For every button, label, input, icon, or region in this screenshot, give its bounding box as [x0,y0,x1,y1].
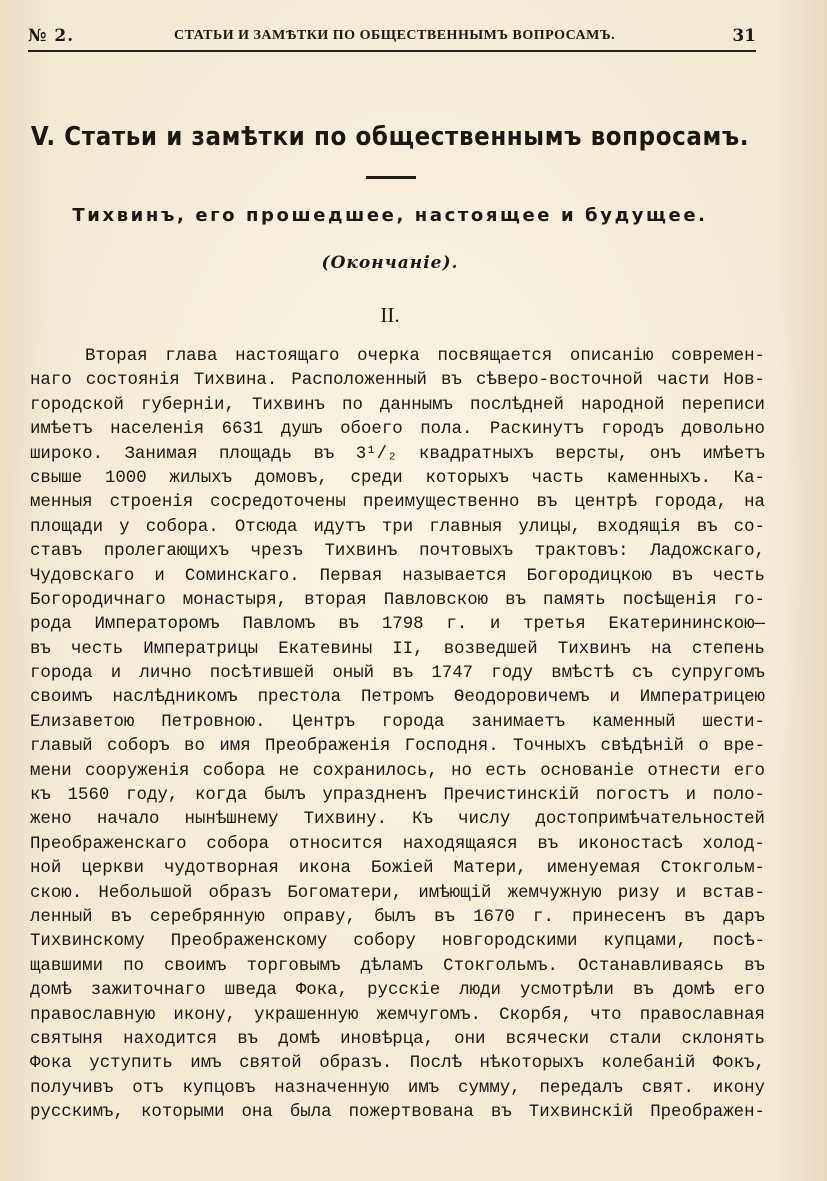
text-line: Елизаветою Петровною. Центръ города занимаетъ каменный шести- [30,712,765,732]
text-line: города и лично посѣтившей оный въ 1747 году вмѣстѣ съ супругомъ [30,664,765,684]
text-line: православную икону, украшенную жемчугомъ. Скорбя, что православная [30,1005,765,1025]
text-line: скою. Небольшой образъ Богоматери, имѣющій жемчужную ризу и встав- [30,883,765,903]
text-line: наго состоянія Тихвина. Расположенный въ сѣверо-восточной части Нов- [30,371,765,391]
text-line: мени сооруженія собора не сохранилось, но есть основаніе отнести его [30,761,765,781]
section-title: V. Статьи и замѣтки по общественнымъ вопросамъ. [30,122,750,152]
text-line: Богородичнаго монастыря, вторая Павловскою въ память посѣщенія го- [30,590,765,610]
text-line: главый соборъ во имя Преображенія Господня. Точныхъ свѣдѣній о вре- [30,737,765,757]
text-line: къ 1560 году, когда былъ упраздненъ Пречистинскій погостъ и поло- [30,786,765,806]
text-line: Преображенскаго собора относится находящаяся въ иконостасѣ холод- [30,834,765,854]
text-line: своимъ наслѣдникомъ престола Петромъ Ѳеодоровичемъ и Императрицею [30,688,765,708]
text-line: свыше 1000 жилыхъ домовъ, среди которыхъ часть каменныхъ. Ка- [30,468,765,488]
text-line: Тихвинскому Преображенскому собору новгородскими купцами, посѣ- [30,932,765,952]
page-number: 31 [732,26,756,46]
text-line: ставъ пролегающихъ чрезъ Тихвинъ почтовыхъ трактовъ: Ладожскаго, [30,542,765,562]
text-line: домѣ зажиточнаго шведа Фока, русскіе люди усмотрѣли въ домѣ его [30,981,765,1001]
running-head [28,24,756,50]
issue-number: № 2. [28,26,75,46]
text-line: широко. Занимая площадь въ 3¹/₂ квадратныхъ версты, онъ имѣетъ [30,444,765,464]
text-line: получивъ отъ купцовъ назначенную имъ сумму, передалъ свят. икону [30,1078,765,1098]
text-line: Фока уступить имъ святой образъ. Послѣ нѣкоторыхъ колебаній Фокъ, [30,1054,765,1074]
header-rule [28,50,756,52]
body-text [30,345,765,1126]
text-line: ной церкви чудотворная икона Божіей Матери, именуемая Стокгольм- [30,859,765,879]
text-line: Вторая глава настоящаго очерка посвящается описанію современ- [85,347,765,366]
text-line: жено начало нынѣшнему Тихвину. Къ числу достопримѣчательностей [30,810,765,830]
article-title: Тихвинъ, его прошедшее, настоящее и будущее. [72,205,708,226]
article-subtitle: (Окончаніе). [321,253,459,273]
text-line: святыня находится въ домѣ иновѣрца, они всячески стали склонять [30,1029,765,1049]
text-line: ленный въ серебрянную оправу, былъ въ 1670 г. принесенъ въ даръ [30,907,765,927]
text-line: городской губерніи, Тихвинъ по даннымъ послѣдней народной переписи [30,395,765,415]
text-line: площади у собора. Отсюда идутъ три главныя улицы, входящія въ со- [30,517,765,537]
text-line: въ честь Императрицы Екатевины II, возведшей Тихвинъ на степень [30,639,765,659]
text-line: рода Императоромъ Павломъ въ 1798 г. и третья Екатерининскою— [30,615,765,635]
text-line: щавшими по своимъ торговымъ дѣламъ Стокгольмъ. Останавливаясь въ [30,956,765,976]
text-line: русскимъ, которыми она была пожертвована въ Тихвинскій Преображен- [30,1103,765,1123]
text-line: менныя строенія сосредоточены преимущественно въ центрѣ города, на [30,493,765,513]
running-title: СТАТЬИ И ЗАМѢТКИ ПО ОБЩЕСТВЕННЫМЪ ВОПРОСАМЪ. [174,28,616,43]
title-divider [366,176,416,179]
text-line: Чудовскаго и Соминскаго. Первая называется Богородицкою въ честь [30,566,765,586]
part-number: II. [380,303,400,327]
text-line: имѣетъ населенія 6631 душъ обоего пола. Раскинутъ городъ довольно [30,420,765,440]
